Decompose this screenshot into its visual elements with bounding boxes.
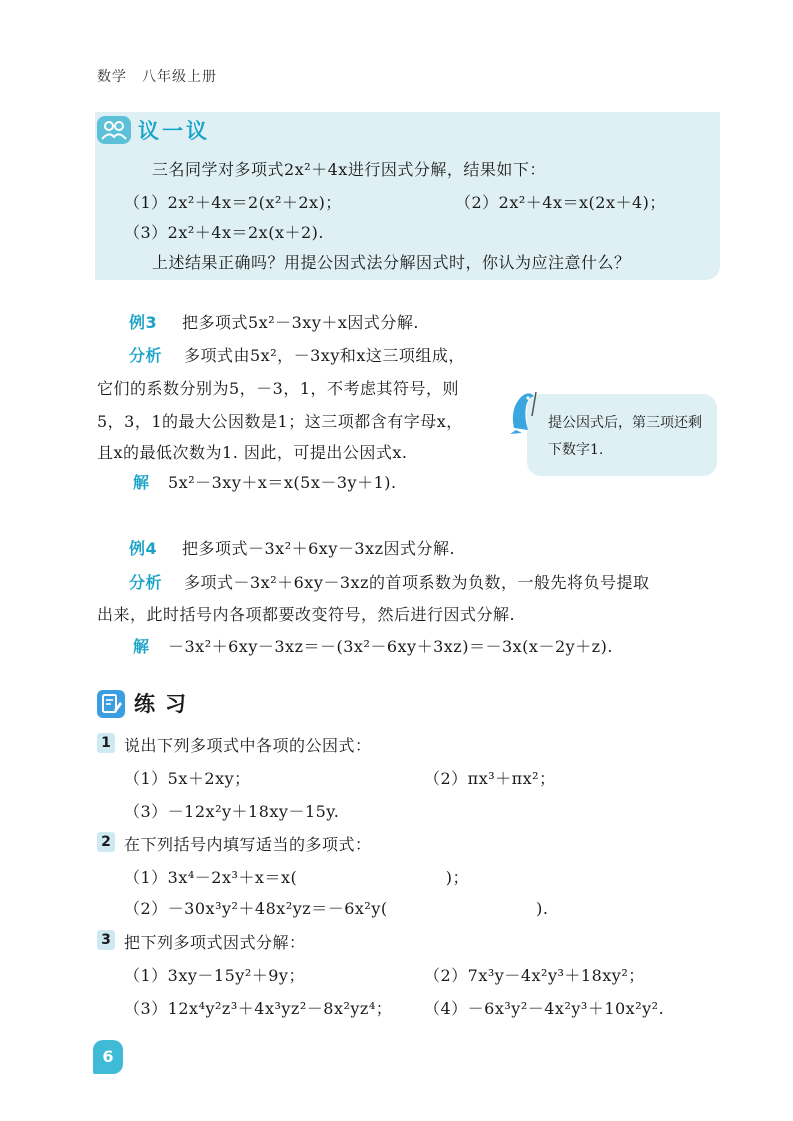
example-4-analysis-2: 出来，此时括号内各项都要改变符号，然后进行因式分解. — [97, 605, 516, 624]
people-icon — [97, 116, 131, 144]
question-1-number: 1 — [97, 733, 115, 753]
question-3-text: 把下列多项式因式分解： — [124, 933, 306, 952]
example-3-analysis-2: 它们的系数分别为5，－3，1，不考虑其符号，则 — [97, 379, 460, 398]
example-4-solution: －3x²＋6xy－3xz＝－(3x²－6xy＋3xz)＝－3x(x－2y＋z). — [168, 637, 613, 656]
discuss-intro: 三名同学对多项式2x²＋4x进行因式分解，结果如下： — [152, 160, 546, 179]
example-3-analysis-3: 5，3，1的最大公因数是1；这三项都含有字母x， — [97, 412, 463, 431]
question-3-number: 3 — [97, 930, 115, 950]
question-3-item-1: （1）3xy－15y²＋9y； — [124, 966, 305, 985]
question-1-item-1: （1）5x＋2xy； — [124, 769, 251, 788]
question-1-item-2: （2）πx³＋πx²； — [424, 769, 556, 788]
discuss-result-2: （2）2x²＋4x＝x(2x＋4)； — [455, 193, 666, 212]
example-3-analysis-label: 分析 — [129, 346, 163, 365]
discuss-title: 议一议 — [138, 119, 210, 143]
question-2-number: 2 — [97, 832, 115, 852]
running-header: 数学 八年级上册 — [97, 69, 217, 85]
example-3-solution: 5x²－3xy＋x＝x(5x－3y＋1). — [168, 473, 397, 492]
practice-title: 练习 — [134, 692, 196, 716]
example-3-analysis-4: 且x的最低次数为1. 因此，可提出公因式x. — [97, 443, 408, 462]
dolphin-mascot-icon — [506, 386, 540, 436]
question-1-item-3: （3）－12x²y＋18xy－15y. — [124, 802, 340, 821]
example-3-solution-label: 解 — [133, 473, 150, 492]
example-4-text: 把多项式－3x²＋6xy－3xz因式分解. — [182, 539, 456, 558]
example-3-label: 例3 — [129, 313, 158, 332]
question-3-item-4: （4）－6x³y²－4x²y³＋10x²y². — [424, 999, 665, 1018]
discuss-question: 上述结果正确吗？用提公因式法分解因式时，你认为应注意什么？ — [152, 253, 631, 272]
pencil-note-icon — [97, 690, 125, 718]
example-4-analysis-label: 分析 — [129, 573, 163, 592]
example-4-solution-label: 解 — [133, 637, 150, 656]
question-3-item-2: （2）7x³y－4x²y³＋18xy²； — [424, 966, 645, 985]
question-2-item-1: （1）3x⁴－2x³＋x＝x( )； — [124, 868, 469, 887]
question-1-text: 说出下列多项式中各项的公因式： — [124, 736, 372, 755]
question-3-item-3: （3）12x⁴y²z³＋4x³yz²－8x²yz⁴； — [124, 999, 393, 1018]
example-4-label: 例4 — [129, 539, 158, 558]
example-3-analysis-1: 多项式由5x²，－3xy和x这三项组成， — [184, 346, 465, 365]
discuss-result-3: （3）2x²＋4x＝2x(x＋2). — [124, 223, 324, 242]
example-4-analysis-1: 多项式－3x²＋6xy－3xz的首项系数为负数，一般先将负号提取 — [184, 573, 650, 592]
discuss-result-1: （1）2x²＋4x＝2(x²＋2x)； — [124, 193, 342, 212]
tip-text: 提公因式后，第三项还剩下数字1. — [548, 415, 702, 458]
example-3-text: 把多项式5x²－3xy＋x因式分解. — [182, 313, 419, 332]
question-2-item-2: （2）－30x³y²＋48x²yz＝－6x²y( ). — [124, 899, 549, 918]
page-number: 6 — [93, 1040, 123, 1074]
question-2-text: 在下列括号内填写适当的多项式： — [124, 835, 372, 854]
